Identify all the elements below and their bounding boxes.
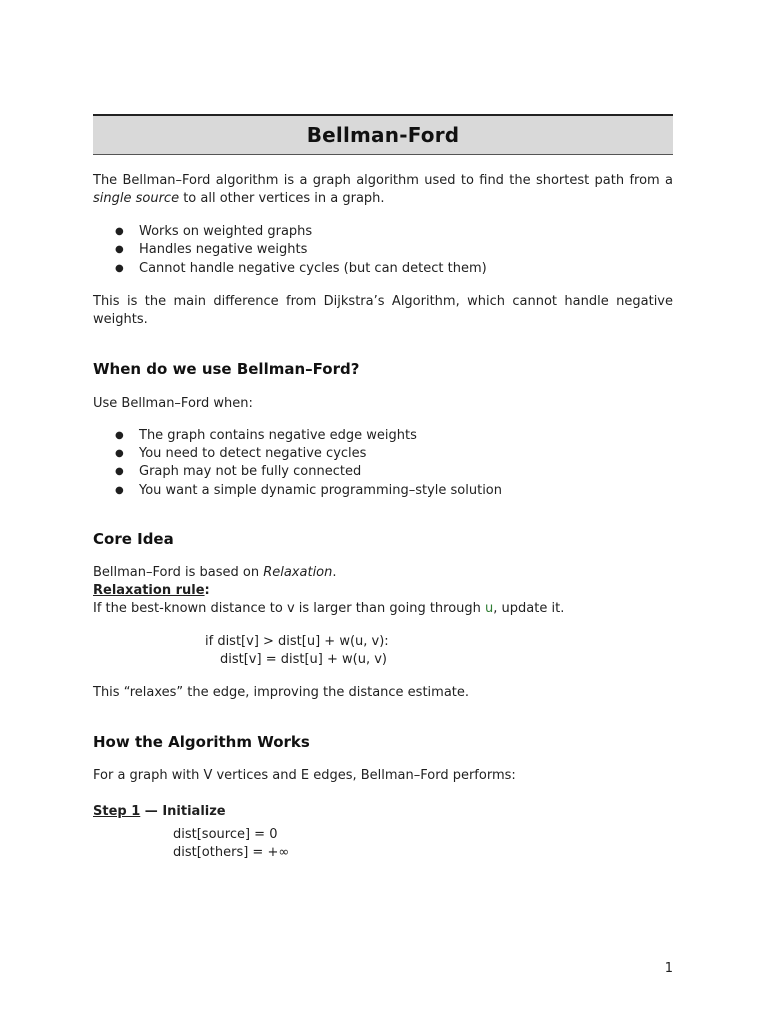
title-banner xyxy=(93,114,673,155)
rule-label-colon: : xyxy=(204,583,210,599)
step-title: — Initialize xyxy=(140,804,226,820)
how-lead: For a graph with V vertices and E edges, Bellman–Ford performs: xyxy=(93,768,516,784)
step-label: Step 1 xyxy=(93,804,141,820)
relaxes-paragraph: This “relaxes” the edge, improving the distance estimate. xyxy=(93,685,470,701)
rule-text-start: If the best-known distance to v is larger than going through xyxy=(93,601,486,617)
relaxation-rule-text xyxy=(93,600,673,618)
document-title: Bellman-Ford xyxy=(306,123,460,147)
list-item: ● Works on weighted graphs xyxy=(93,223,673,241)
page-number: 1 xyxy=(664,961,673,976)
intro-text-end: to all other vertices in a graph. xyxy=(179,191,385,206)
list-item: ● Handles negative weights xyxy=(93,241,673,259)
list-item: ● Graph may not be fully connected xyxy=(93,463,673,481)
how-heading: How the Algorithm Works xyxy=(93,733,310,752)
list-item: ● The graph contains negative edge weights xyxy=(93,427,673,445)
relaxation-rule-label xyxy=(93,582,673,600)
code-line: if dist[v] > dist[u] + w(u, v): xyxy=(205,634,389,650)
core-heading: Core Idea xyxy=(93,530,174,549)
intro-emphasis: single source xyxy=(93,191,180,206)
document-page xyxy=(93,114,673,862)
init-block xyxy=(93,826,673,862)
when-heading: When do we use Bellman–Ford? xyxy=(93,359,360,378)
rule-text-end: , update it. xyxy=(493,601,565,617)
intro-paragraph xyxy=(93,172,673,208)
difference-paragraph: This is the main difference from Dijkstra’s Algorithm, which cannot handle negative weights. xyxy=(93,293,673,327)
code-line: dist[source] = 0 xyxy=(173,827,278,843)
rule-variable: u xyxy=(485,601,494,617)
core-based-emphasis: Relaxation xyxy=(263,565,333,581)
code-line: dist[v] = dist[u] + w(u, v) xyxy=(220,652,387,668)
when-list xyxy=(93,427,673,500)
core-based-period: . xyxy=(332,565,337,581)
when-lead: Use Bellman–Ford when: xyxy=(93,395,253,411)
list-item: ● You need to detect negative cycles xyxy=(93,445,673,463)
list-item: ● Cannot handle negative cycles (but can detect them) xyxy=(93,260,673,278)
rule-label-text: Relaxation rule xyxy=(93,583,205,599)
relaxation-code xyxy=(93,633,673,669)
list-item: ● You want a simple dynamic programming–style solution xyxy=(93,482,673,500)
features-list xyxy=(93,223,673,278)
core-based-text: Bellman–Ford is based on xyxy=(93,565,264,581)
core-based-line xyxy=(93,564,673,582)
code-line: dist[others] = +∞ xyxy=(173,845,290,861)
step-heading xyxy=(93,803,673,821)
intro-text-start: The Bellman–Ford algorithm is a graph algorithm used to find the shortest path from a xyxy=(93,173,673,188)
